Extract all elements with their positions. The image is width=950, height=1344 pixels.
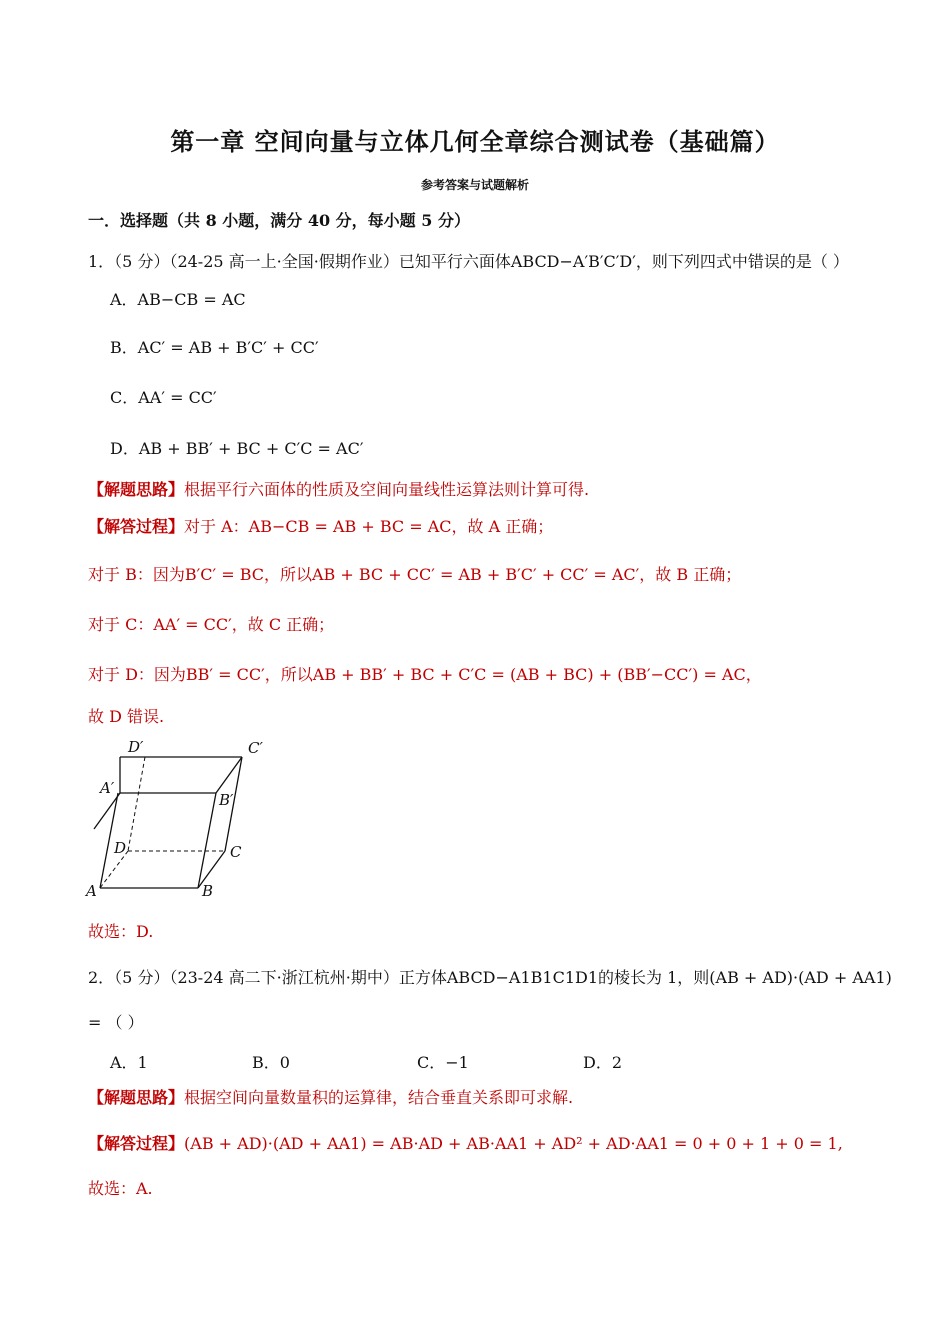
q2-stem: 2．（5 分）（23-24 高二下·浙江杭州·期中）正方体ABCD−A1B1C1D1的棱长为 1，则(AB + AD)·(AD + AA1) [88,968,892,987]
q1-process-label: 【解答过程】 [88,517,185,536]
vertex-label-d: D [114,839,127,857]
q1-answer: 故选：D. [88,922,154,941]
q2-process-text: (AB + AD)·(AD + AA1) = AB·AD + AB·AA1 + AD² + AD·AA1 = 0 + 0 + 1 + 0 = 1, [184,1134,843,1153]
q1-stem: 1．（5 分）（24-25 高一上·全国·假期作业）已知平行六面体ABCD−A′B′C′D′，则下列四式中错误的是（ ） [88,252,849,271]
q1-idea-label: 【解题思路】 [88,480,185,499]
q1-option-c: C．AA′ = CC′ [110,388,217,407]
q2-process [88,1133,843,1155]
q1-process-c: 对于 C：AA′ = CC′，故 C 正确； [88,615,335,634]
q1-process-a [88,516,553,538]
q1-process-a-text: 对于 A：AB−CB = AB + BC = AC，故 A 正确； [184,517,554,536]
q2-option-c: C．−1 [417,1053,469,1072]
q2-option-d: D．2 [583,1053,623,1072]
vertex-label-c: C [230,843,242,861]
q1-idea [88,479,589,501]
section-heading: 一．选择题（共 8 小题，满分 40 分，每小题 5 分） [88,211,470,230]
q1-idea-text: 根据平行六面体的性质及空间向量线性运算法则计算可得. [184,480,590,499]
page-title: 第一章 空间向量与立体几何全章综合测试卷（基础篇） [170,127,780,156]
vertex-label-a: A [86,882,97,900]
parallelepiped-figure [80,735,280,905]
vertex-label-a-prime: A′ [100,779,115,797]
q2-answer: 故选：A. [88,1179,153,1198]
q1-option-d: D．AB + BB′ + BC + C′C = AC′ [110,439,364,458]
q2-options [110,1050,810,1072]
q2-option-a: A．1 [110,1053,148,1072]
page-subtitle: 参考答案与试题解析 [420,178,529,192]
q1-option-a: A．AB−CB = AC [110,290,246,309]
q2-option-b: B．0 [252,1053,290,1072]
q2-idea-text: 根据空间向量数量积的运算律，结合垂直关系即可求解. [184,1088,574,1107]
vertex-label-b-prime: B′ [219,791,234,809]
q1-process-b: 对于 B：因为B′C′ = BC，所以AB + BC + CC′ = AB + B′C′ + CC′ = AC′，故 B 正确； [88,565,742,584]
vertex-label-d-prime: D′ [128,738,144,756]
q1-process-d: 对于 D：因为BB′ = CC′，所以AB + BB′ + BC + C′C = (AB + BC) + (BB′−CC′) = AC， [88,665,762,684]
q2-process-label: 【解答过程】 [88,1134,185,1153]
q1-option-b: B．AC′ = AB + B′C′ + CC′ [110,338,319,357]
q1-conclusion: 故 D 错误. [88,707,165,726]
q2-stem-cont: = （ ） [88,1013,144,1032]
q2-idea-label: 【解题思路】 [88,1088,185,1107]
vertex-label-b: B [202,882,214,900]
vertex-label-c-prime: C′ [248,739,263,757]
q2-idea [88,1087,573,1109]
